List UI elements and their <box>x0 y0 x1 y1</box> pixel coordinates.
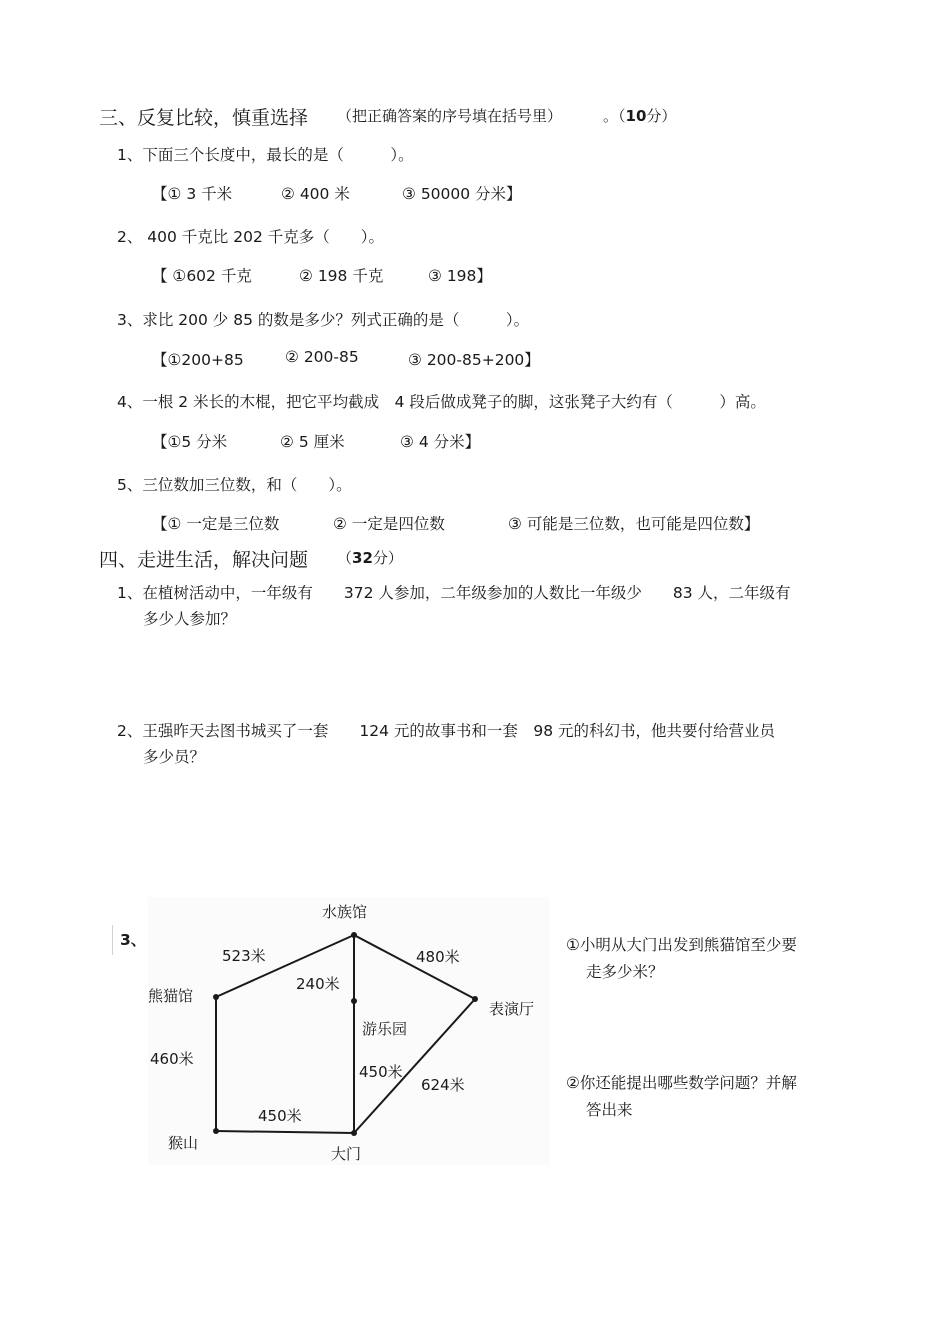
point-playground <box>351 998 357 1004</box>
q4-option-3: ③ 4 分米】 <box>400 433 481 451</box>
label-panda: 熊猫馆 <box>148 987 194 1005</box>
q1-option-3: ③ 50000 分米】 <box>402 185 522 203</box>
park-map-figure <box>148 897 550 1165</box>
q1-option-1: 【① 3 千米 <box>152 185 233 203</box>
distance-aquarium-show: 480米 <box>416 948 460 966</box>
q3-option-2: ② 200-85 <box>285 348 359 366</box>
point-aquarium <box>351 932 357 938</box>
problem-2-line1: 2、王强昨天去图书城买了一套 124 元的故事书和一套 98 元的科幻书，他共要付给营业员 <box>117 722 776 740</box>
park-map-svg <box>148 897 550 1165</box>
q2-option-2: ② 198 千克 <box>299 267 384 285</box>
question-3: 3、求比 200 少 85 的数是多少？列式正确的是（ ）。 <box>117 311 530 329</box>
problem-1-line2: 多少人参加？ <box>143 610 237 628</box>
label-gate: 大门 <box>331 1145 362 1163</box>
problem-3-sub2-line1: ②你还能提出哪些数学问题？并解 <box>566 1074 797 1092</box>
section4-title: 四、走进生活，解决问题 <box>99 549 309 571</box>
question-1: 1、下面三个长度中，最长的是（ ）。 <box>117 146 414 164</box>
distance-aquarium-playground: 240米 <box>296 975 340 993</box>
q1-option-2: ② 400 米 <box>281 185 350 203</box>
path-monkey-gate <box>216 1131 354 1133</box>
problem-3-sub2-line2: 答出来 <box>586 1101 633 1119</box>
label-playground: 游乐园 <box>362 1020 408 1038</box>
distance-playground-gate: 450米 <box>359 1063 403 1081</box>
question-2: 2、 400 千克比 202 千克多（ ）。 <box>117 228 384 246</box>
problem-1-line1: 1、在植树活动中，一年级有 372 人参加，二年级参加的人数比一年级少 83 人，二年级有 <box>117 584 791 602</box>
distance-panda-aquarium: 523米 <box>222 947 266 965</box>
q2-option-1: 【 ①602 千克 <box>152 267 252 285</box>
point-monkey <box>213 1128 219 1134</box>
section4-score: （32分） <box>337 549 403 567</box>
question-5: 5、三位数加三位数，和（ ）。 <box>117 476 352 494</box>
question-4: 4、一根 2 米长的木棍，把它平均截成 4 段后做成凳子的脚，这张凳子大约有（ ）高。 <box>117 393 766 411</box>
problem-3-sub1-line1: ①小明从大门出发到熊猫馆至少要 <box>566 936 797 954</box>
section3-note: （把正确答案的序号填在括号里） <box>337 107 563 125</box>
problem-3-divider <box>112 925 113 955</box>
path-aquarium-show <box>354 935 475 999</box>
q3-option-3: ③ 200-85+200】 <box>408 351 540 369</box>
label-monkey: 猴山 <box>168 1134 199 1152</box>
section3-title: 三、反复比较，慎重选择 <box>99 107 309 129</box>
section3-score: 。（10分） <box>603 107 677 125</box>
q5-option-2: ② 一定是四位数 <box>333 515 445 533</box>
point-show-hall <box>472 996 478 1002</box>
label-aquarium: 水族馆 <box>322 903 368 921</box>
q5-option-3: ③ 可能是三位数，也可能是四位数】 <box>508 515 760 533</box>
distance-show-gate: 624米 <box>421 1076 465 1094</box>
q5-option-1: 【① 一定是三位数 <box>152 515 280 533</box>
problem-2-line2: 多少员？ <box>143 748 206 766</box>
q4-option-2: ② 5 厘米 <box>280 433 345 451</box>
point-gate <box>351 1130 357 1136</box>
problem-3-sub1-line2: 走多少米？ <box>586 963 664 981</box>
q4-option-1: 【①5 分米 <box>152 433 228 451</box>
label-show-hall: 表演厅 <box>489 1000 535 1018</box>
distance-panda-monkey: 460米 <box>150 1050 194 1068</box>
problem-3-number: 3、 <box>120 931 147 949</box>
point-panda <box>213 994 219 1000</box>
q3-option-1: 【①200+85 <box>152 351 244 369</box>
distance-monkey-gate: 450米 <box>258 1107 302 1125</box>
q2-option-3: ③ 198】 <box>428 267 492 285</box>
